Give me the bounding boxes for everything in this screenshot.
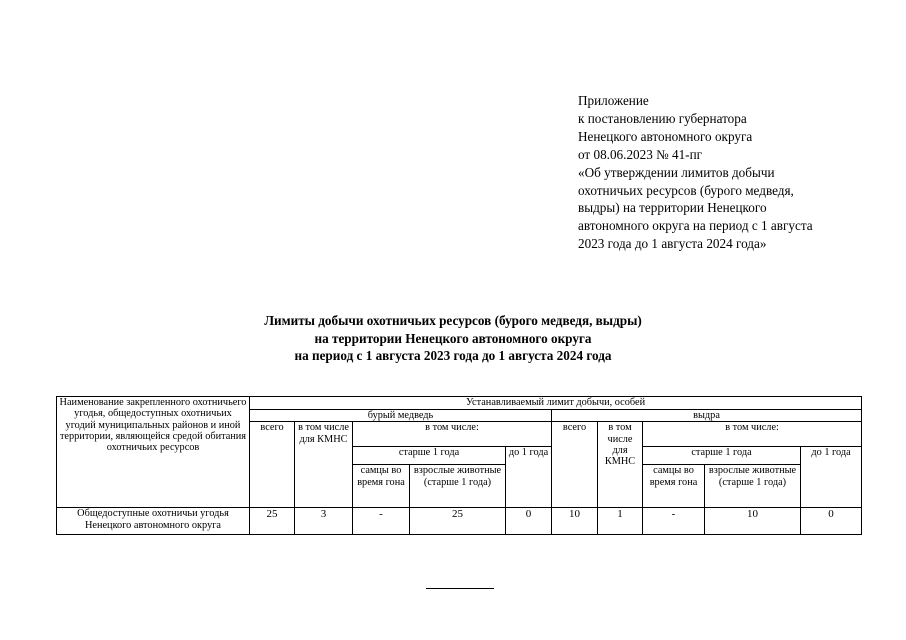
bear-adults-header: взрослые животные (старше 1 года) <box>410 465 506 508</box>
document-title <box>0 312 906 365</box>
appendix-line: автономного округа на период с 1 августа <box>578 218 813 234</box>
otter-kmns-value: 1 <box>598 508 643 535</box>
otter-under-one-value: 0 <box>801 508 862 535</box>
appendix-line: Ненецкого автономного округа <box>578 128 753 144</box>
limit-header: Устанавливаемый лимит добычи, особей <box>250 397 862 410</box>
appendix-block <box>578 92 878 253</box>
table-row <box>57 508 862 535</box>
appendix-line: охотничьих ресурсов (бурого медведя, <box>578 182 794 198</box>
species-header-bear: бурый медведь <box>250 410 552 422</box>
limits-table <box>56 396 862 535</box>
species-header-otter: выдра <box>552 410 862 422</box>
otter-under-one-header: до 1 года <box>801 447 862 508</box>
bear-older-header: старше 1 года <box>353 447 506 465</box>
bear-total-header: всего <box>250 422 295 508</box>
otter-males-header: самцы во время гона <box>643 465 705 508</box>
bear-total-value: 25 <box>250 508 295 535</box>
otter-older-header: старше 1 года <box>643 447 801 465</box>
bear-under-one-header: до 1 года <box>506 447 552 508</box>
otter-total-value: 10 <box>552 508 598 535</box>
appendix-line: к постановлению губернатора <box>578 110 747 126</box>
otter-adults-header: взрослые животные (старше 1 года) <box>705 465 801 508</box>
otter-kmns-header: в том числе для КМНС <box>598 422 643 508</box>
bear-males-value: - <box>353 508 410 535</box>
bear-including-header: в том числе: <box>353 422 552 447</box>
otter-males-value: - <box>643 508 705 535</box>
appendix-line: 2023 года до 1 августа 2024 года» <box>578 236 767 252</box>
bear-kmns-header: в том числе для КМНС <box>295 422 353 508</box>
appendix-line: «Об утверждении лимитов добычи <box>578 164 775 180</box>
title-line: Лимиты добычи охотничьих ресурсов (бурого медведя, выдры) <box>264 313 642 328</box>
bear-kmns-value: 3 <box>295 508 353 535</box>
otter-total-header: всего <box>552 422 598 508</box>
otter-including-header: в том числе: <box>643 422 862 447</box>
title-line: на период с 1 августа 2023 года до 1 августа 2024 года <box>294 348 612 363</box>
bear-under-one-value: 0 <box>506 508 552 535</box>
appendix-line: от 08.06.2023 № 41-пг <box>578 146 703 162</box>
appendix-line: выдры) на территории Ненецкого <box>578 200 767 216</box>
row-name-cell: Общедоступные охотничьи угодья Ненецкого автономного округа <box>57 508 250 535</box>
bear-males-header: самцы во время гона <box>353 465 410 508</box>
title-line: на территории Ненецкого автономного округа <box>314 330 592 346</box>
otter-adults-value: 10 <box>705 508 801 535</box>
footer-divider <box>426 588 494 589</box>
name-column-header: Наименование закрепленного охотничьего угодья, общедоступных охотничьих угодий муниципальных районов и иной территории, являющейся средой обитания охотничьих ресурсов <box>57 397 250 508</box>
appendix-line: Приложение <box>578 93 649 108</box>
bear-adults-value: 25 <box>410 508 506 535</box>
